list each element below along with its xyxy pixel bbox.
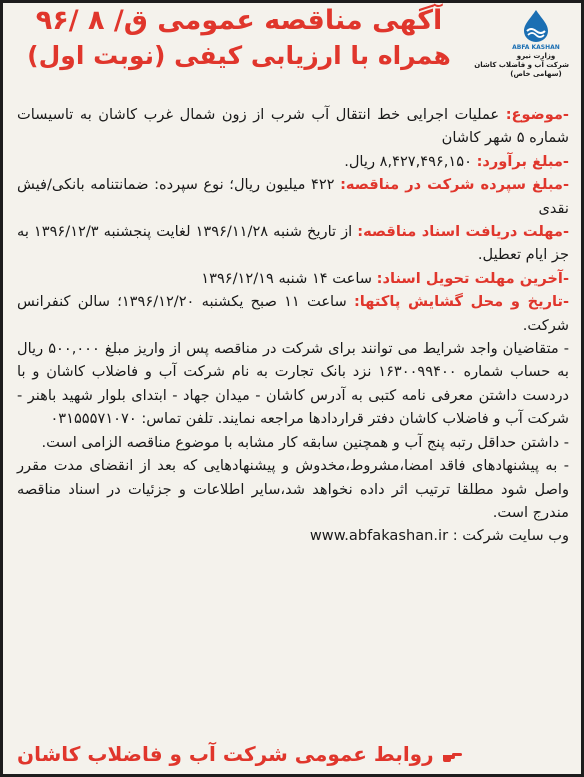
logo-ministry: وزارت نیرو <box>516 52 556 60</box>
offers-paragraph: - به پیشنهادهای فاقد امضا،مشروط،مخدوش و پیشنهادهایی که بعد از انقضای مدت مقرر واصل شود مطلقا ترتیب اثر داده نخواهد شد،سایر اطلاعات و جزئیات در اسناد مناقصه مندرج است. <box>17 457 569 521</box>
deposit-item <box>17 173 569 220</box>
website-line <box>17 524 569 547</box>
footer <box>17 742 569 766</box>
logo-company: شرکت آب و فاضلاب کاشان <box>474 61 569 69</box>
company-logo <box>474 9 569 79</box>
opening-label: -تاریخ و محل گشایش پاکتها: <box>353 293 569 311</box>
docs-deadline-label: -مهلت دریافت اسناد مناقصه: <box>357 223 570 241</box>
submission-text: ساعت ۱۴ شنبه ۱۳۹۶/۱۲/۱۹ <box>201 269 377 287</box>
logo-company-type: (سهامی خاص) <box>510 70 562 78</box>
website-label: وب سایت شرکت : <box>448 527 569 545</box>
estimate-text: ۸,۴۲۷,۴۹۶,۱۵۰ ریال. <box>344 152 477 170</box>
docs-deadline-text: از تاریخ شنبه ۱۳۹۶/۱۱/۲۸ لغایت پنجشنبه ۱۳۹۶/۱۲/۳ به جز ایام تعطیل. <box>17 223 569 264</box>
subject-text: عملیات اجرایی خط انتقال آب شرب از زون شمال غرب کاشان به تاسیسات شماره ۵ شهر کاشان <box>17 106 569 147</box>
applicants-paragraph: - متقاضیان واجد شرایط می توانند برای شرکت در مناقصه پس از واریز مبلغ ۵۰۰,۰۰۰ ریال به حساب شماره ۱۶۳۰۰۹۹۴۰۰ نزد بانک تجارت به نام شرکت آب و فاضلاب کاشان و با دردست داشتن معرفی نامه کتبی به آدرس کاشان - میدان جهاد - ابتدای بلوار شهید باهنر - شرکت آب و فاضلاب کاشان دفتر قراردادها مراجعه نمایند. تلفن تماس: ۰۳۱۵۵۵۷۱۰۷۰ <box>17 340 569 428</box>
hand-pointer-icon <box>434 742 463 766</box>
website-link[interactable]: www.abfakashan.ir <box>309 527 449 545</box>
docs-deadline-item <box>17 220 569 267</box>
public-relations-signature: روابط عمومی شرکت آب و فاضلاب کاشان <box>17 742 434 766</box>
notice-subtitle: همراه با ارزیابی کیفی (نوبت اول) <box>27 41 451 70</box>
estimate-label: -مبلغ برآورد: <box>476 152 569 170</box>
opening-text: ساعت ۱۱ صبح یکشنبه ۱۳۹۶/۱۲/۲۰؛ سالن کنفرانس شرکت. <box>17 293 569 334</box>
submission-item <box>17 267 569 290</box>
estimate-item <box>17 150 569 173</box>
subject-item <box>17 103 569 150</box>
notice-body <box>17 103 569 548</box>
opening-item <box>17 290 569 337</box>
logo-mark-text: ABFA KASHAN <box>512 44 560 51</box>
subject-label: -موضوع: <box>505 106 569 123</box>
submission-label: -آخرین مهلت تحویل اسناد: <box>376 269 569 287</box>
grade-paragraph: - داشتن حداقل رتبه پنج آب و همچنین سابقه کار مشابه با موضوع مناقصه الزامی است. <box>41 433 569 451</box>
notice-title: آگهی مناقصه عمومی ق/ ۸ /۹۶ <box>35 5 443 36</box>
deposit-text: ۴۲۲ میلیون ریال؛ نوع سپرده: ضمانتنامه بانکی/فیش نقدی <box>17 176 569 217</box>
water-drop-wave-icon <box>518 9 554 43</box>
deposit-label: -مبلغ سپرده شرکت در مناقصه: <box>340 176 570 194</box>
